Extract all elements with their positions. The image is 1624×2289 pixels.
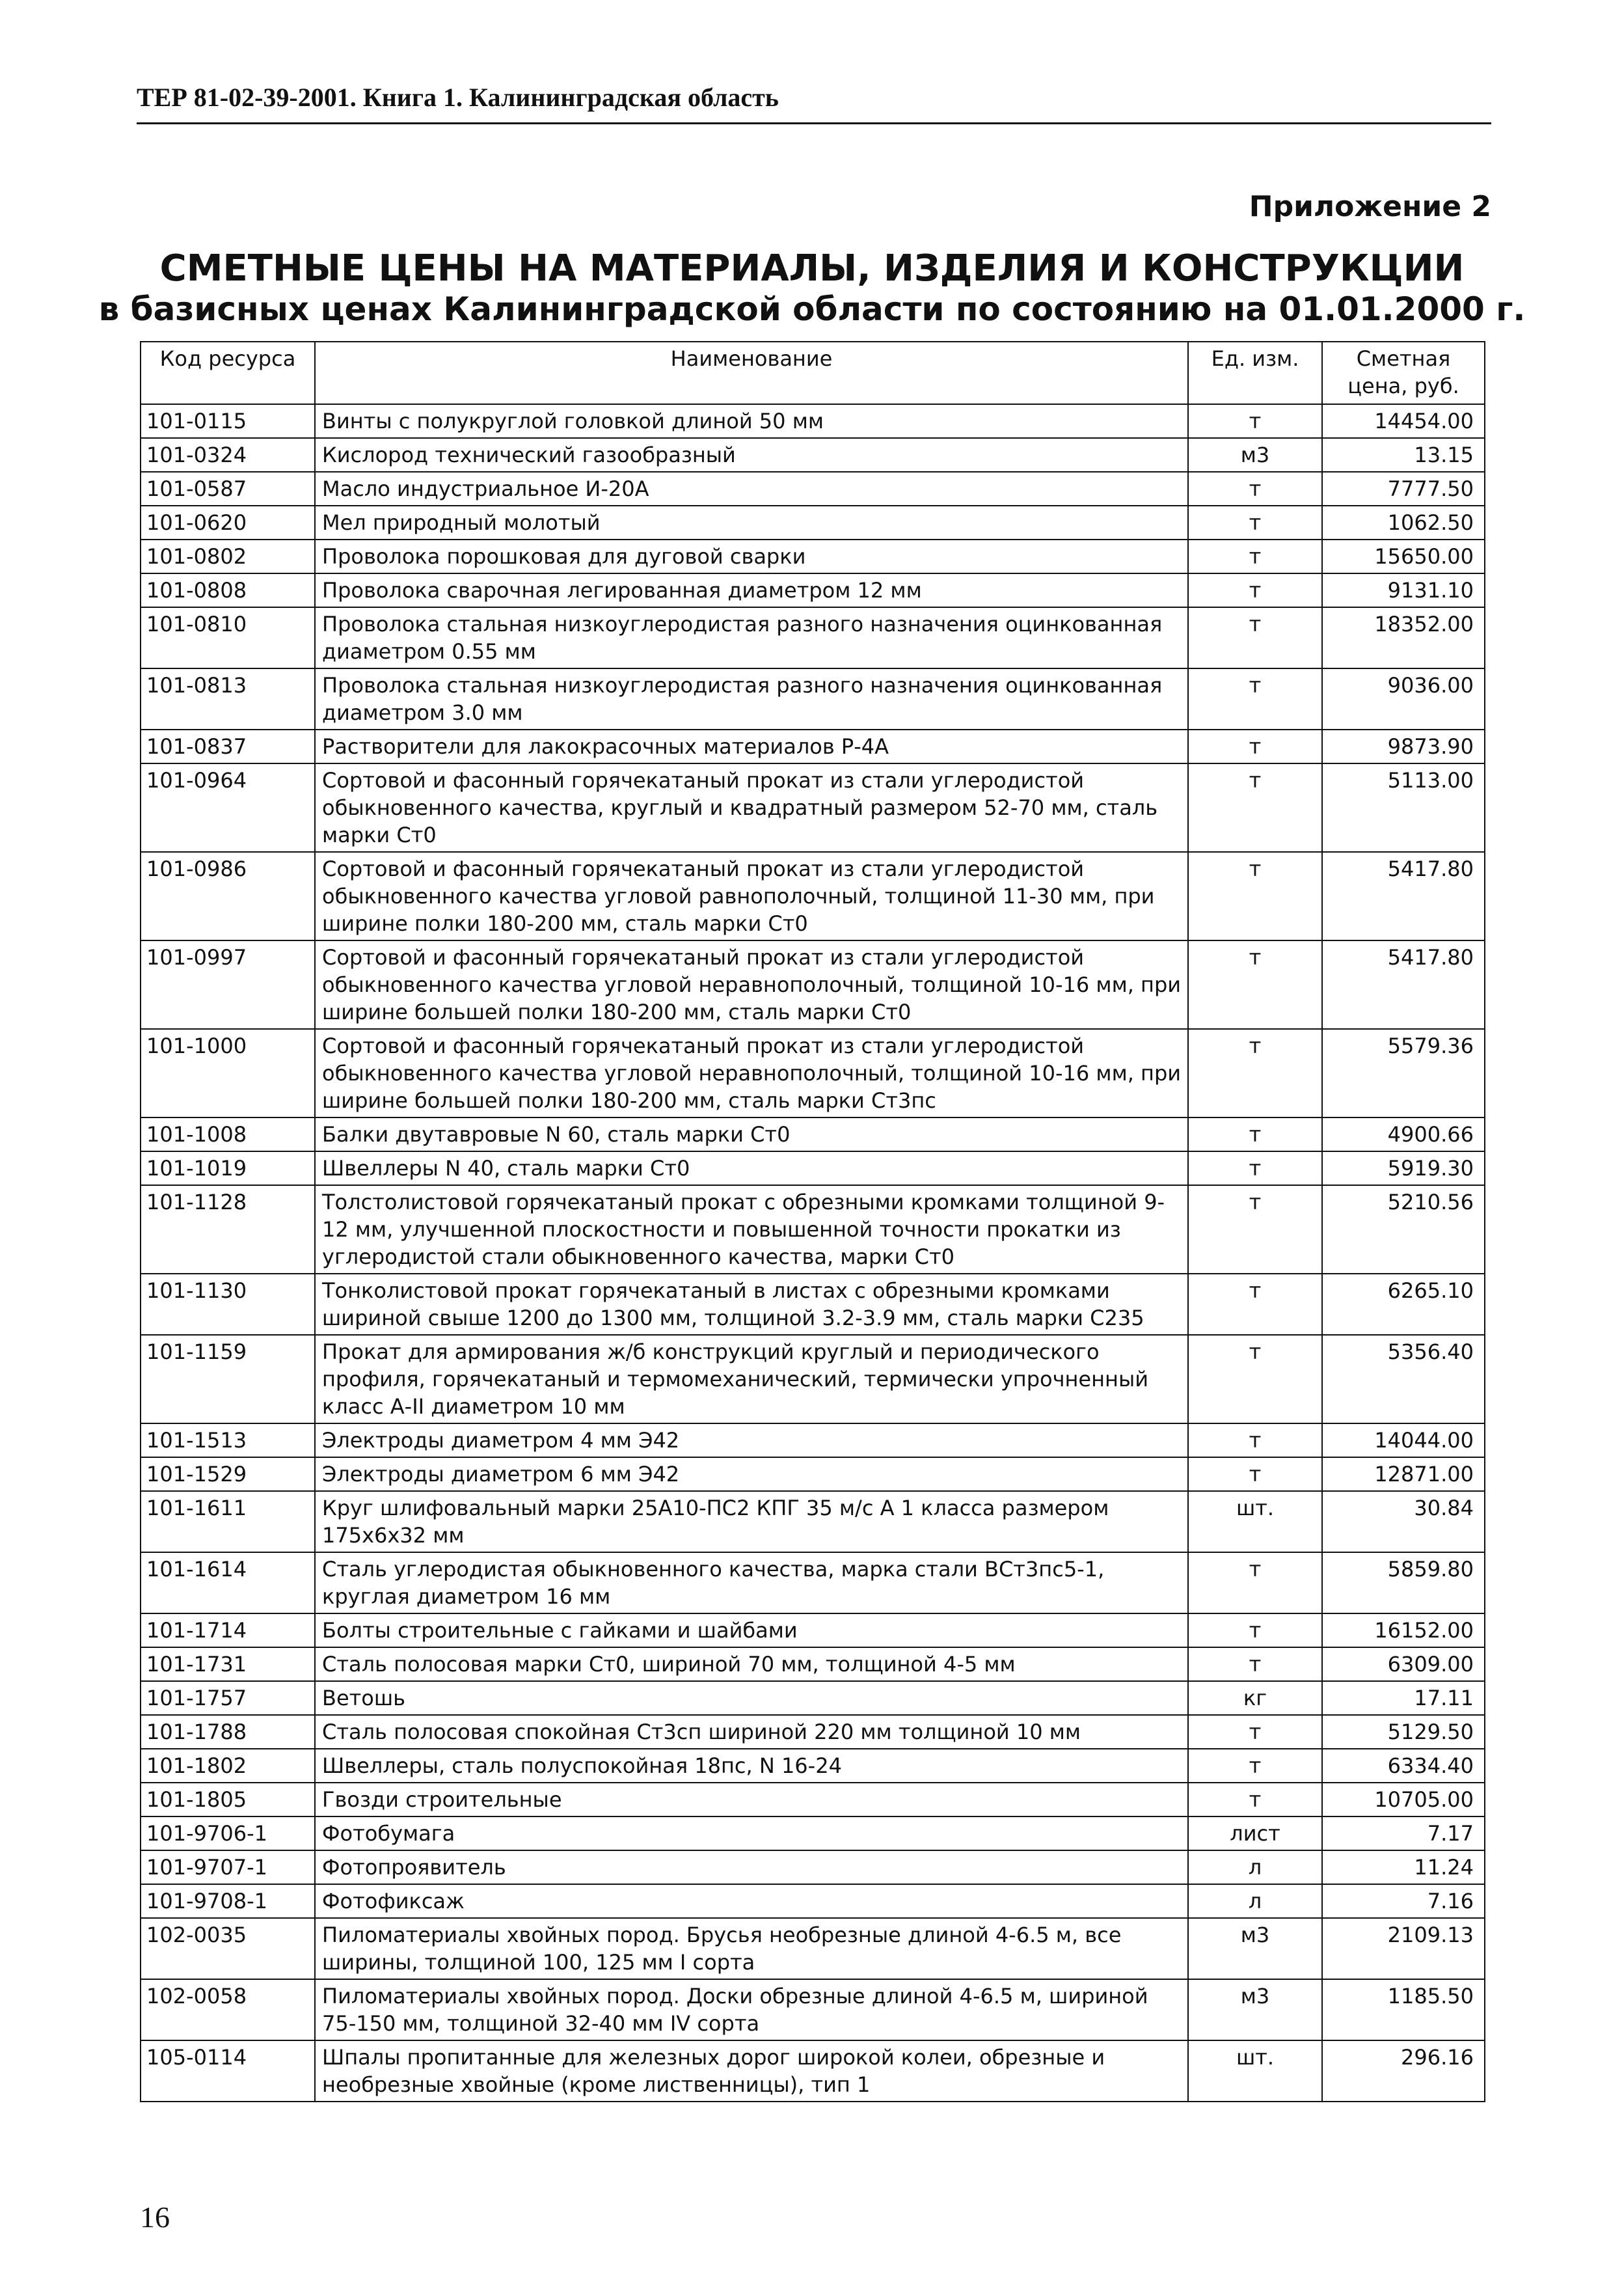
cell-name: Электроды диаметром 4 мм Э42 — [315, 1423, 1188, 1457]
cell-code: 101-1757 — [141, 1681, 315, 1715]
cell-price: 18352.00 — [1322, 607, 1485, 668]
cell-unit: т — [1188, 1552, 1322, 1613]
cell-price: 5859.80 — [1322, 1552, 1485, 1613]
document-subtitle: в базисных ценах Калининградской области по состоянию на 01.01.2000 г. — [98, 290, 1526, 328]
cell-code: 101-1714 — [141, 1613, 315, 1647]
cell-name: Пиломатериалы хвойных пород. Доски обрезные длиной 4-6.5 м, шириной 75-150 мм, толщиной 32-40 мм IV сорта — [315, 1979, 1188, 2040]
appendix-label: Приложение 2 — [1249, 190, 1491, 223]
table-row — [141, 1423, 1485, 1457]
cell-name: Растворители для лакокрасочных материалов Р-4А — [315, 730, 1188, 763]
table-row — [141, 1749, 1485, 1783]
cell-price: 5210.56 — [1322, 1185, 1485, 1274]
cell-price: 5579.36 — [1322, 1029, 1485, 1117]
column-header-price: Сметная цена, руб. — [1322, 342, 1485, 404]
cell-unit: шт. — [1188, 2040, 1322, 2102]
cell-price: 1185.50 — [1322, 1979, 1485, 2040]
cell-unit: лист — [1188, 1816, 1322, 1850]
cell-price: 5417.80 — [1322, 852, 1485, 940]
cell-price: 1062.50 — [1322, 506, 1485, 540]
table-row — [141, 1613, 1485, 1647]
cell-code: 101-1731 — [141, 1647, 315, 1681]
cell-unit: т — [1188, 1117, 1322, 1151]
cell-code: 101-1513 — [141, 1423, 315, 1457]
cell-name: Сталь полосовая марки Ст0, шириной 70 мм, толщиной 4-5 мм — [315, 1647, 1188, 1681]
cell-code: 101-0964 — [141, 763, 315, 852]
cell-unit: шт. — [1188, 1491, 1322, 1552]
cell-name: Электроды диаметром 6 мм Э42 — [315, 1457, 1188, 1491]
cell-name: Проволока стальная низкоуглеродистая разного назначения оцинкованная диаметром 3.0 мм — [315, 668, 1188, 730]
cell-code: 101-1008 — [141, 1117, 315, 1151]
cell-code: 101-1128 — [141, 1185, 315, 1274]
header-rule — [137, 122, 1491, 124]
cell-code: 101-1614 — [141, 1552, 315, 1613]
cell-price: 2109.13 — [1322, 1918, 1485, 1979]
cell-code: 101-1611 — [141, 1491, 315, 1552]
cell-unit: т — [1188, 573, 1322, 607]
cell-code: 101-0986 — [141, 852, 315, 940]
table-row — [141, 1715, 1485, 1749]
cell-price: 6334.40 — [1322, 1749, 1485, 1783]
cell-name: Сталь углеродистая обыкновенного качества, марка стали ВСт3пс5-1, круглая диаметром 16 мм — [315, 1552, 1188, 1613]
cell-name: Проволока порошковая для дуговой сварки — [315, 540, 1188, 573]
table-body — [141, 404, 1485, 2102]
cell-name: Винты с полукруглой головкой длиной 50 мм — [315, 404, 1188, 438]
cell-name: Гвозди строительные — [315, 1783, 1188, 1816]
cell-price: 14044.00 — [1322, 1423, 1485, 1457]
cell-code: 101-1159 — [141, 1335, 315, 1423]
table-row — [141, 1151, 1485, 1185]
cell-code: 101-1805 — [141, 1783, 315, 1816]
cell-code: 101-9708-1 — [141, 1884, 315, 1918]
table-row — [141, 438, 1485, 472]
cell-price: 6265.10 — [1322, 1274, 1485, 1335]
cell-price: 296.16 — [1322, 2040, 1485, 2102]
cell-code: 101-1788 — [141, 1715, 315, 1749]
table-row — [141, 404, 1485, 438]
cell-price: 5129.50 — [1322, 1715, 1485, 1749]
cell-price: 14454.00 — [1322, 404, 1485, 438]
table-row — [141, 1647, 1485, 1681]
table-row — [141, 1457, 1485, 1491]
cell-name: Толстолистовой горячекатаный прокат с обрезными кромками толщиной 9-12 мм, улучшенной плоскостности и повышенной точности прокатки из углеродистой стали обыкновенного качества, марки Ст0 — [315, 1185, 1188, 1274]
cell-code: 101-0837 — [141, 730, 315, 763]
cell-unit: т — [1188, 763, 1322, 852]
cell-name: Фотофиксаж — [315, 1884, 1188, 1918]
cell-price: 5919.30 — [1322, 1151, 1485, 1185]
cell-price: 5417.80 — [1322, 940, 1485, 1029]
cell-price: 7.17 — [1322, 1816, 1485, 1850]
cell-code: 101-0324 — [141, 438, 315, 472]
table-row — [141, 1918, 1485, 1979]
table-header-row — [141, 342, 1485, 404]
table-row — [141, 540, 1485, 573]
cell-name: Мел природный молотый — [315, 506, 1188, 540]
cell-unit: т — [1188, 1715, 1322, 1749]
table-row — [141, 1029, 1485, 1117]
cell-price: 15650.00 — [1322, 540, 1485, 573]
cell-price: 4900.66 — [1322, 1117, 1485, 1151]
table-row — [141, 1681, 1485, 1715]
cell-code: 101-9706-1 — [141, 1816, 315, 1850]
cell-price: 30.84 — [1322, 1491, 1485, 1552]
cell-unit: т — [1188, 404, 1322, 438]
cell-name: Тонколистовой прокат горячекатаный в листах с обрезными кромками шириной свыше 1200 до 1300 мм, толщиной 3.2-3.9 мм, сталь марки С235 — [315, 1274, 1188, 1335]
table-row — [141, 730, 1485, 763]
cell-unit: т — [1188, 668, 1322, 730]
table-row — [141, 1274, 1485, 1335]
cell-price: 9036.00 — [1322, 668, 1485, 730]
cell-name: Швеллеры N 40, сталь марки Ст0 — [315, 1151, 1188, 1185]
cell-code: 101-1000 — [141, 1029, 315, 1117]
cell-unit: л — [1188, 1850, 1322, 1884]
cell-price: 9131.10 — [1322, 573, 1485, 607]
table-row — [141, 1117, 1485, 1151]
cell-unit: т — [1188, 607, 1322, 668]
cell-name: Круг шлифовальный марки 25А10-ПС2 КПГ 35 м/с А 1 класса размером 175х6х32 мм — [315, 1491, 1188, 1552]
document-title: СМЕТНЫЕ ЦЕНЫ НА МАТЕРИАЛЫ, ИЗДЕЛИЯ И КОНСТРУКЦИИ — [159, 247, 1465, 290]
cell-name: Швеллеры, сталь полуспокойная 18пс, N 16-24 — [315, 1749, 1188, 1783]
cell-name: Пиломатериалы хвойных пород. Брусья необрезные длиной 4-6.5 м, все ширины, толщиной 100, 125 мм I сорта — [315, 1918, 1188, 1979]
table-row — [141, 668, 1485, 730]
cell-unit: т — [1188, 1335, 1322, 1423]
cell-name: Фотопроявитель — [315, 1850, 1188, 1884]
cell-code: 101-0997 — [141, 940, 315, 1029]
cell-code: 101-0620 — [141, 506, 315, 540]
cell-unit: т — [1188, 1783, 1322, 1816]
table-row — [141, 852, 1485, 940]
cell-unit: м3 — [1188, 438, 1322, 472]
table-row — [141, 1816, 1485, 1850]
cell-unit: т — [1188, 540, 1322, 573]
cell-name: Сталь полосовая спокойная Ст3сп шириной 220 мм толщиной 10 мм — [315, 1715, 1188, 1749]
cell-unit: м3 — [1188, 1918, 1322, 1979]
cell-price: 6309.00 — [1322, 1647, 1485, 1681]
table-row — [141, 506, 1485, 540]
price-table — [140, 341, 1485, 2102]
table-row — [141, 1335, 1485, 1423]
cell-name: Фотобумага — [315, 1816, 1188, 1850]
cell-name: Сортовой и фасонный горячекатаный прокат из стали углеродистой обыкновенного качества угловой равнополочный, толщиной 11-30 мм, при ширине полки 180-200 мм, сталь марки Ст0 — [315, 852, 1188, 940]
cell-code: 101-0802 — [141, 540, 315, 573]
cell-price: 17.11 — [1322, 1681, 1485, 1715]
cell-price: 7.16 — [1322, 1884, 1485, 1918]
cell-name: Сортовой и фасонный горячекатаный прокат из стали углеродистой обыкновенного качества угловой неравнополочный, толщиной 10-16 мм, при ширине большей полки 180-200 мм, сталь марки Ст0 — [315, 940, 1188, 1029]
cell-name: Прокат для армирования ж/б конструкций круглый и периодического профиля, горячекатаный и термомеханический, термически упрочненный класс А-II диаметром 10 мм — [315, 1335, 1188, 1423]
cell-unit: т — [1188, 506, 1322, 540]
table-row — [141, 1552, 1485, 1613]
cell-price: 10705.00 — [1322, 1783, 1485, 1816]
cell-unit: т — [1188, 852, 1322, 940]
cell-unit: т — [1188, 472, 1322, 506]
cell-code: 101-0808 — [141, 573, 315, 607]
cell-code: 102-0058 — [141, 1979, 315, 2040]
table-row — [141, 1185, 1485, 1274]
table-row — [141, 2040, 1485, 2102]
cell-code: 101-0587 — [141, 472, 315, 506]
cell-name: Масло индустриальное И-20А — [315, 472, 1188, 506]
cell-code: 105-0114 — [141, 2040, 315, 2102]
cell-name: Болты строительные с гайками и шайбами — [315, 1613, 1188, 1647]
cell-unit: т — [1188, 1423, 1322, 1457]
cell-unit: т — [1188, 730, 1322, 763]
cell-code: 101-1529 — [141, 1457, 315, 1491]
cell-code: 101-0115 — [141, 404, 315, 438]
cell-code: 101-1130 — [141, 1274, 315, 1335]
table-row — [141, 940, 1485, 1029]
cell-price: 11.24 — [1322, 1850, 1485, 1884]
table-row — [141, 472, 1485, 506]
cell-name: Балки двутавровые N 60, сталь марки Ст0 — [315, 1117, 1188, 1151]
table-row — [141, 1850, 1485, 1884]
cell-name: Кислород технический газообразный — [315, 438, 1188, 472]
table-row — [141, 1979, 1485, 2040]
column-header-name: Наименование — [315, 342, 1188, 404]
running-header: ТЕР 81-02-39-2001. Книга 1. Калининградская область — [137, 83, 779, 112]
table-row — [141, 1491, 1485, 1552]
table-row — [141, 763, 1485, 852]
cell-name: Шпалы пропитанные для железных дорог широкой колеи, обрезные и необрезные хвойные (кроме лиственницы), тип 1 — [315, 2040, 1188, 2102]
cell-unit: т — [1188, 940, 1322, 1029]
column-header-code: Код ресурса — [141, 342, 315, 404]
cell-price: 5113.00 — [1322, 763, 1485, 852]
cell-code: 101-0813 — [141, 668, 315, 730]
cell-unit: т — [1188, 1613, 1322, 1647]
cell-price: 16152.00 — [1322, 1613, 1485, 1647]
cell-price: 12871.00 — [1322, 1457, 1485, 1491]
cell-unit: т — [1188, 1029, 1322, 1117]
cell-unit: т — [1188, 1185, 1322, 1274]
column-header-unit: Ед. изм. — [1188, 342, 1322, 404]
page-number: 16 — [140, 2200, 170, 2234]
cell-code: 101-1019 — [141, 1151, 315, 1185]
cell-code: 101-0810 — [141, 607, 315, 668]
cell-name: Сортовой и фасонный горячекатаный прокат из стали углеродистой обыкновенного качества угловой неравнополочный, толщиной 10-16 мм, при ширине большей полки 180-200 мм, сталь марки Ст3пс — [315, 1029, 1188, 1117]
cell-unit: кг — [1188, 1681, 1322, 1715]
cell-unit: т — [1188, 1457, 1322, 1491]
cell-unit: л — [1188, 1884, 1322, 1918]
cell-code: 102-0035 — [141, 1918, 315, 1979]
cell-name: Проволока стальная низкоуглеродистая разного назначения оцинкованная диаметром 0.55 мм — [315, 607, 1188, 668]
cell-name: Проволока сварочная легированная диаметром 12 мм — [315, 573, 1188, 607]
table-row — [141, 573, 1485, 607]
cell-code: 101-1802 — [141, 1749, 315, 1783]
cell-price: 9873.90 — [1322, 730, 1485, 763]
cell-unit: м3 — [1188, 1979, 1322, 2040]
cell-name: Сортовой и фасонный горячекатаный прокат из стали углеродистой обыкновенного качества, круглый и квадратный размером 52-70 мм, сталь марки Ст0 — [315, 763, 1188, 852]
cell-price: 7777.50 — [1322, 472, 1485, 506]
cell-unit: т — [1188, 1274, 1322, 1335]
cell-unit: т — [1188, 1151, 1322, 1185]
cell-price: 5356.40 — [1322, 1335, 1485, 1423]
cell-unit: т — [1188, 1647, 1322, 1681]
cell-price: 13.15 — [1322, 438, 1485, 472]
table-row — [141, 1884, 1485, 1918]
table-row — [141, 607, 1485, 668]
table-row — [141, 1783, 1485, 1816]
cell-code: 101-9707-1 — [141, 1850, 315, 1884]
cell-name: Ветошь — [315, 1681, 1188, 1715]
cell-unit: т — [1188, 1749, 1322, 1783]
